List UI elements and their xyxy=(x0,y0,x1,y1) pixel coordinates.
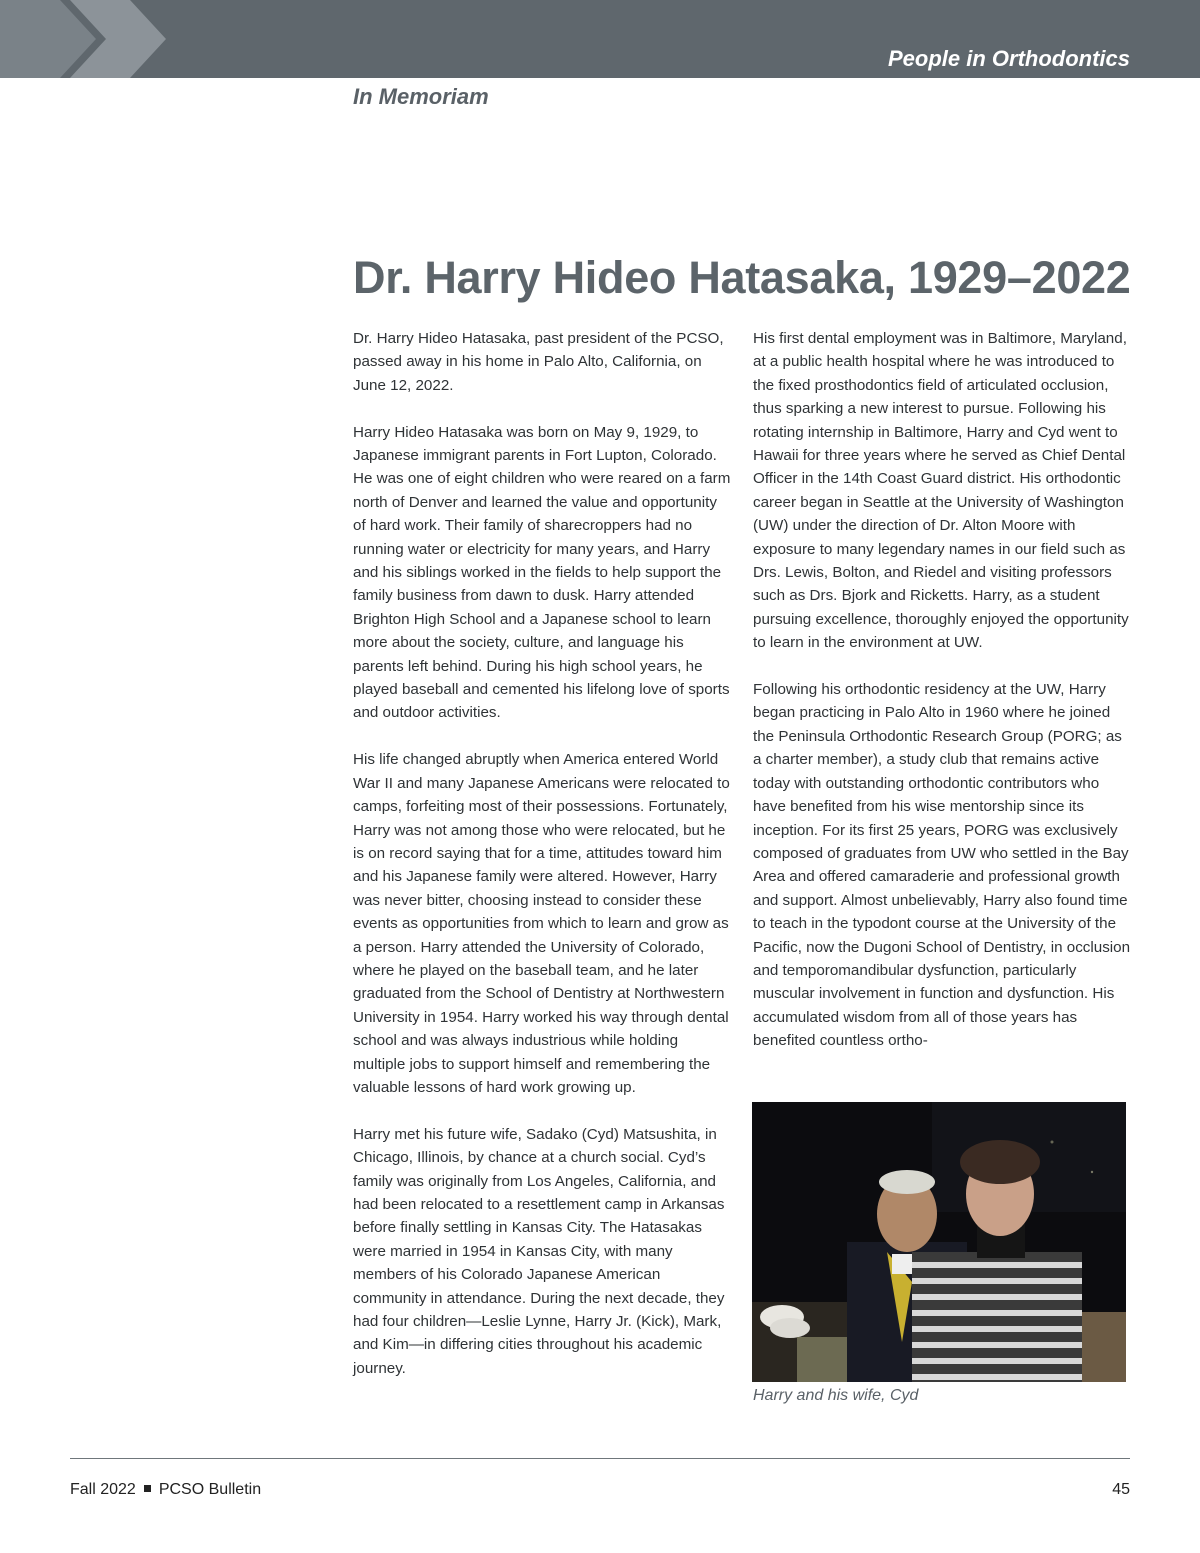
article-title: Dr. Harry Hideo Hatasaka, 1929–2022 xyxy=(353,252,1131,303)
paragraph: Following his orthodontic residency at the UW, Harry began practicing in Palo Alto in 1960 where he joined the Peninsula Orthodontic Research Group (PORG; as a charter member), a study club that remains active today with outstanding orthodontic contributors who have benefited from his wise mentorship since its inception. For its first 25 years, PORG was exclusively composed of graduates from UW who settled in the Bay Area and offered camaraderie and professional growth and support. Almost unbelievably, Harry also found time to teach in the typodont course at the University of the Pacific, now the Dugoni School of Dentistry, in occlusion and temporomandibular dysfunction, particularly muscular involvement in function and dysfunction. His accumulated wisdom from all of those years has benefited countless ortho- xyxy=(753,681,1131,1050)
footer-divider xyxy=(70,1458,1130,1459)
paragraph: Dr. Harry Hideo Hatasaka, past president of the PCSO, passed away in his home in Palo Alto, California, on June 12, 2022. xyxy=(353,330,724,394)
square-bullet-icon xyxy=(144,1485,151,1492)
page-number: 45 xyxy=(1112,1481,1130,1498)
photo-caption: Harry and his wife, Cyd xyxy=(753,1387,919,1404)
issue-label: Fall 2022 xyxy=(70,1481,136,1498)
subsection-label: In Memoriam xyxy=(353,84,489,109)
paragraph: Harry met his future wife, Sadako (Cyd) Matsushita, in Chicago, Illinois, by chance at a church social. Cyd’s family was originally from Los Angeles, California, and had been relocated to a resettlement camp in Arkansas before finally settling in Kansas City. The Hatasakas were married in 1954 in Kansas City, with many members of his Colorado Japanese American community in attendance. During the next decade, they had four children—Leslie Lynne, Harry Jr. (Kick), Mark, and Kim—in differing cities throughout his academic journey. xyxy=(353,1125,725,1377)
right-column xyxy=(753,327,1133,1076)
publication-name: PCSO Bulletin xyxy=(158,1481,262,1498)
couple-photo xyxy=(752,1102,1126,1382)
paragraph: Harry Hideo Hatasaka was born on May 9, 1929, to Japanese immigrant parents in Fort Lupton, Colorado. He was one of eight children who were reared on a farm north of Denver and learned the value and opportunity of hard work. Their family of sharecroppers had no running water or electricity for many years, and Harry and his siblings worked in the fields to help support the family business from dawn to dusk. Harry attended Brighton High School and a Japanese school to learn more about the society, culture, and language his parents left behind. During his high school years, he played baseball and cemented his lifelong love of sports and outdoor activities. xyxy=(353,423,731,722)
paragraph: His first dental employment was in Baltimore, Maryland, at a public health hospital where he was introduced to the fixed prosthodontics field of articulated occlusion, thus sparking a new interest to pursue. Following his rotating internship in Baltimore, Harry and Cyd went to Hawaii for three years where he served as Chief Dental Officer in the 14th Coast Guard district. His orthodontic career began in Seattle at the University of Washington (UW) under the direction of Dr. Alton Moore with exposure to many legendary names in our field such as Drs. Lewis, Bolton, and Riedel and visiting professors such as Drs. Bjork and Ricketts. Harry, as a student pursuing excellence, thoroughly enjoyed the opportunity to learn in the environment at UW. xyxy=(753,330,1129,652)
header-bar xyxy=(0,0,1200,78)
paragraph: His life changed abruptly when America entered World War II and many Japanese Americans were relocated to camps, forfeiting most of their possessions. Fortunately, Harry was not among those who were relocated, but he is on record saying that for a time, attitudes toward him and his Japanese family were altered. However, Harry was never bitter, choosing instead to consider these events as opportunities from which to learn and grow as a person. Harry attended the University of Colorado, where he played on the baseball team, and he later graduated from the School of Dentistry at Northwestern University in 1954. Harry worked his way through dental school and was always industrious while holding multiple jobs to support himself and remembering the valuable lessons of hard work growing up. xyxy=(353,751,730,1096)
footer-issue xyxy=(70,1481,261,1499)
section-label: People in Orthodontics xyxy=(887,46,1130,71)
chevron-arrows-icon xyxy=(0,0,180,78)
left-column xyxy=(353,327,733,1404)
